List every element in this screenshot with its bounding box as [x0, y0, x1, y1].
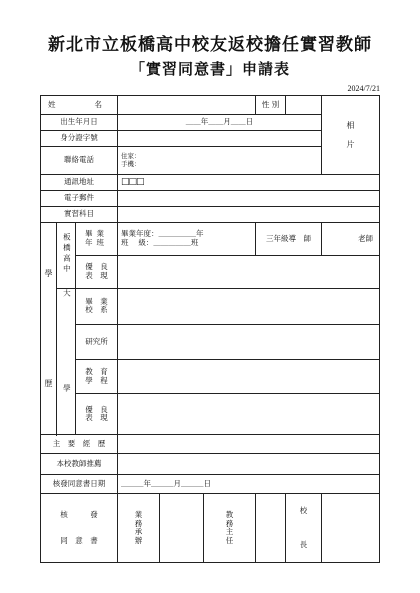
- handler-sign-field[interactable]: [160, 494, 204, 563]
- edu-program-label: 教 育 學 程: [76, 360, 118, 394]
- college-performance-field[interactable]: [118, 394, 380, 435]
- email-label: 電子郵件: [41, 191, 118, 207]
- approve-label-line1: 核 發: [60, 509, 98, 519]
- recommend-label: 本校教師推薦: [41, 454, 118, 475]
- birth-field[interactable]: ＿＿年＿＿月＿＿日: [118, 115, 322, 131]
- edu-program-field[interactable]: [118, 360, 380, 394]
- issue-date-label: 核發同意書日期: [41, 475, 118, 494]
- form-subtitle: 「實習同意書」申請表: [129, 60, 290, 78]
- approve-label-line2: 同 意 書: [60, 536, 98, 546]
- name-label: 姓 名: [41, 96, 118, 115]
- form-date: 2024/7/21: [347, 84, 380, 93]
- banqiao-label-text: 板橋高中: [62, 233, 72, 276]
- graduation-class[interactable]: 班 級：＿＿＿＿＿班: [121, 238, 199, 247]
- zipcode-boxes[interactable]: □□□: [121, 177, 144, 188]
- subject-field[interactable]: [118, 207, 380, 223]
- phone-field[interactable]: [118, 147, 322, 175]
- address-label: 通訊地址: [41, 175, 118, 191]
- grad-school-label: 研究所: [76, 324, 118, 360]
- banqiao-label: [57, 223, 76, 289]
- form-title: 新北市立板橋高中校友返校擔任實習教師: [48, 35, 372, 55]
- id-field[interactable]: [118, 131, 322, 147]
- education-label-bottom: 歷: [44, 378, 53, 388]
- class-label: 畢業年班: [76, 223, 118, 256]
- director-sign-field[interactable]: [256, 494, 286, 563]
- address-field[interactable]: [118, 175, 380, 191]
- handler-label: 業 務 承 辦: [118, 494, 160, 563]
- education-label-top: 學: [44, 269, 53, 279]
- dept-label: 畢 業 校 系: [76, 289, 118, 325]
- issue-date-field[interactable]: ＿＿＿年＿＿＿月＿＿＿日: [118, 475, 380, 494]
- education-label: [41, 223, 57, 435]
- application-form-table: [40, 95, 380, 563]
- gender-label: 性 別: [256, 96, 286, 115]
- experience-field[interactable]: [118, 435, 380, 454]
- phone-mobile-label: 手機：: [121, 159, 141, 168]
- gender-field[interactable]: [286, 96, 322, 115]
- email-field[interactable]: [118, 191, 380, 207]
- dept-field[interactable]: [118, 289, 380, 325]
- performance-field[interactable]: [118, 256, 380, 289]
- college-label-text: 大 學: [62, 289, 72, 432]
- subject-label: 實習科目: [41, 207, 118, 223]
- recommend-field[interactable]: [118, 454, 380, 475]
- name-field[interactable]: [118, 96, 256, 115]
- principal-label-line2: 長: [299, 540, 308, 550]
- principal-sign-field[interactable]: [322, 494, 380, 563]
- phone-label: 聯絡電話: [41, 147, 118, 175]
- mentor-field[interactable]: 老師: [322, 223, 380, 256]
- principal-label-line1: 校: [299, 505, 308, 515]
- phone-home-label: 住家：: [121, 152, 141, 161]
- director-label: 教 務 主 任: [204, 494, 256, 563]
- approve-label: [41, 494, 118, 563]
- experience-label: 主 要 經 歷: [41, 435, 118, 454]
- birth-label: 出生年月日: [41, 115, 118, 131]
- performance-label: 優 良 表 現: [76, 256, 118, 289]
- photo-box[interactable]: 相 片: [322, 96, 380, 175]
- class-field[interactable]: [118, 223, 256, 256]
- college-label: [57, 289, 76, 435]
- principal-label: [286, 494, 322, 563]
- college-performance-label: 優 良 表 現: [76, 394, 118, 435]
- id-label: 身分證字號: [41, 131, 118, 147]
- graduation-year[interactable]: 畢業年度：＿＿＿＿＿年: [121, 229, 204, 239]
- grad-school-field[interactable]: [118, 324, 380, 360]
- mentor-label: 三年級導 師: [256, 223, 322, 256]
